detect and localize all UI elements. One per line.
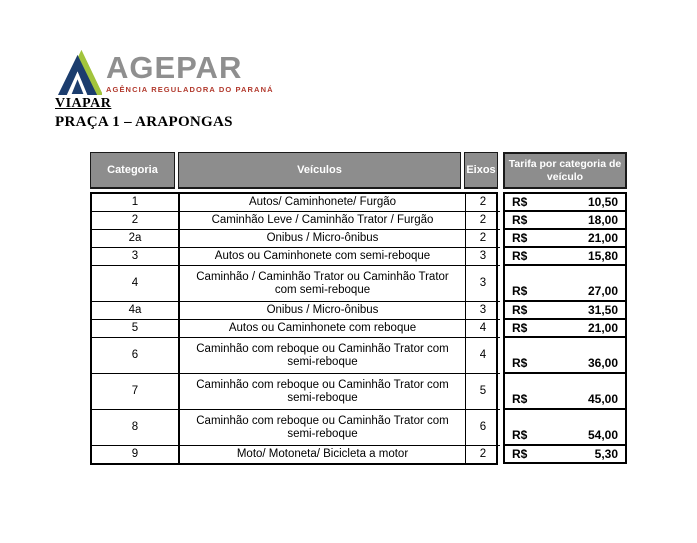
header-veiculos: Veículos [178, 152, 461, 189]
axles-cell: 2 [466, 212, 500, 230]
tariff-value: 45,00 [587, 392, 618, 406]
currency-symbol: R$ [512, 248, 528, 263]
tariff-value: 27,00 [587, 284, 618, 298]
tariff-value: 31,50 [587, 302, 618, 317]
axles-cell: 4 [466, 320, 500, 338]
category-cell: 4a [92, 302, 180, 320]
agepar-logo [57, 50, 274, 95]
currency-symbol: R$ [512, 446, 528, 461]
logo-tagline-text: AGÊNCIA REGULADORA DO PARANÁ [106, 85, 274, 94]
axles-cell: 6 [466, 410, 500, 446]
category-cell: 8 [92, 410, 180, 446]
vehicles-cell: Caminhão / Caminhão Trator ou Caminhão Trator com semi-reboque [180, 266, 466, 302]
vehicles-cell: Onibus / Micro-ônibus [180, 230, 466, 248]
vehicles-cell: Onibus / Micro-ônibus [180, 302, 466, 320]
vehicles-cell: Autos ou Caminhonete com reboque [180, 320, 466, 338]
currency-symbol: R$ [512, 392, 528, 406]
tariff-value: 36,00 [587, 356, 618, 370]
tariff-cell [505, 446, 625, 462]
currency-symbol: R$ [512, 356, 528, 370]
tariff-cell [505, 302, 625, 320]
currency-symbol: R$ [512, 320, 528, 335]
title-block [55, 96, 233, 131]
tariff-value: 10,50 [587, 194, 618, 209]
vehicles-cell: Caminhão com reboque ou Caminhão Trator com semi-reboque [180, 338, 466, 374]
currency-symbol: R$ [512, 428, 528, 442]
logo-brand-text: AGEPAR [106, 50, 243, 85]
concessionaire-title: VIAPAR [55, 96, 112, 111]
category-cell: 2a [92, 230, 180, 248]
currency-symbol: R$ [512, 302, 528, 317]
vehicles-cell: Moto/ Motoneta/ Bicicleta a motor [180, 446, 466, 463]
logo-text [106, 50, 274, 94]
currency-symbol: R$ [512, 230, 528, 245]
category-cell: 7 [92, 374, 180, 410]
vehicles-cell: Autos ou Caminhonete com semi-reboque [180, 248, 466, 266]
tariff-cell [505, 230, 625, 248]
category-cell: 3 [92, 248, 180, 266]
tariff-cell [505, 374, 625, 410]
header-categoria: Categoria [90, 152, 175, 189]
tariff-cell [505, 338, 625, 374]
category-cell: 6 [92, 338, 180, 374]
axles-cell: 2 [466, 194, 500, 212]
currency-symbol: R$ [512, 212, 528, 227]
tariff-value: 5,30 [594, 446, 618, 461]
tariff-value: 18,00 [587, 212, 618, 227]
axles-cell: 2 [479, 448, 487, 460]
category-cell: 5 [92, 320, 180, 338]
tariff-table [90, 152, 630, 468]
tariff-cell [505, 410, 625, 446]
tariff-value: 21,00 [587, 230, 618, 245]
axles-cell: 3 [466, 302, 500, 320]
header-tarifa: Tarifa por categoria de veículo [503, 152, 627, 189]
toll-plaza-title: PRAÇA 1 – ARAPONGAS [55, 114, 233, 130]
vehicles-cell: Caminhão com reboque ou Caminhão Trator com semi-reboque [180, 374, 466, 410]
axles-cell: 3 [466, 266, 500, 302]
tariff-value: 21,00 [587, 320, 618, 335]
tariff-cell [505, 248, 625, 266]
header-eixos: Eixos [464, 152, 498, 189]
vehicles-cell: Caminhão Leve / Caminhão Trator / Furgão [180, 212, 466, 230]
vehicles-cell: Autos/ Caminhonete/ Furgão [180, 194, 466, 212]
category-cell: 1 [92, 194, 180, 212]
category-cell: 9 [92, 446, 180, 463]
tariff-value: 15,80 [587, 248, 618, 263]
table-body-left-block [90, 192, 498, 465]
tariff-cell [505, 266, 625, 302]
tariff-value: 54,00 [587, 428, 618, 442]
axles-cell: 2 [466, 230, 500, 248]
category-cell: 2 [92, 212, 180, 230]
axles-cell: 5 [466, 374, 500, 410]
tariff-cell [505, 212, 625, 230]
currency-symbol: R$ [512, 284, 528, 298]
currency-symbol: R$ [512, 194, 528, 209]
table-body-tariff-block [503, 192, 627, 464]
tariff-cell [505, 320, 625, 338]
agepar-logo-mark-icon [57, 50, 102, 95]
tariff-cell [505, 194, 625, 212]
axles-cell: 3 [466, 248, 500, 266]
axles-cell: 4 [466, 338, 500, 374]
vehicles-cell: Caminhão com reboque ou Caminhão Trator com semi-reboque [180, 410, 466, 446]
category-cell: 4 [92, 266, 180, 302]
